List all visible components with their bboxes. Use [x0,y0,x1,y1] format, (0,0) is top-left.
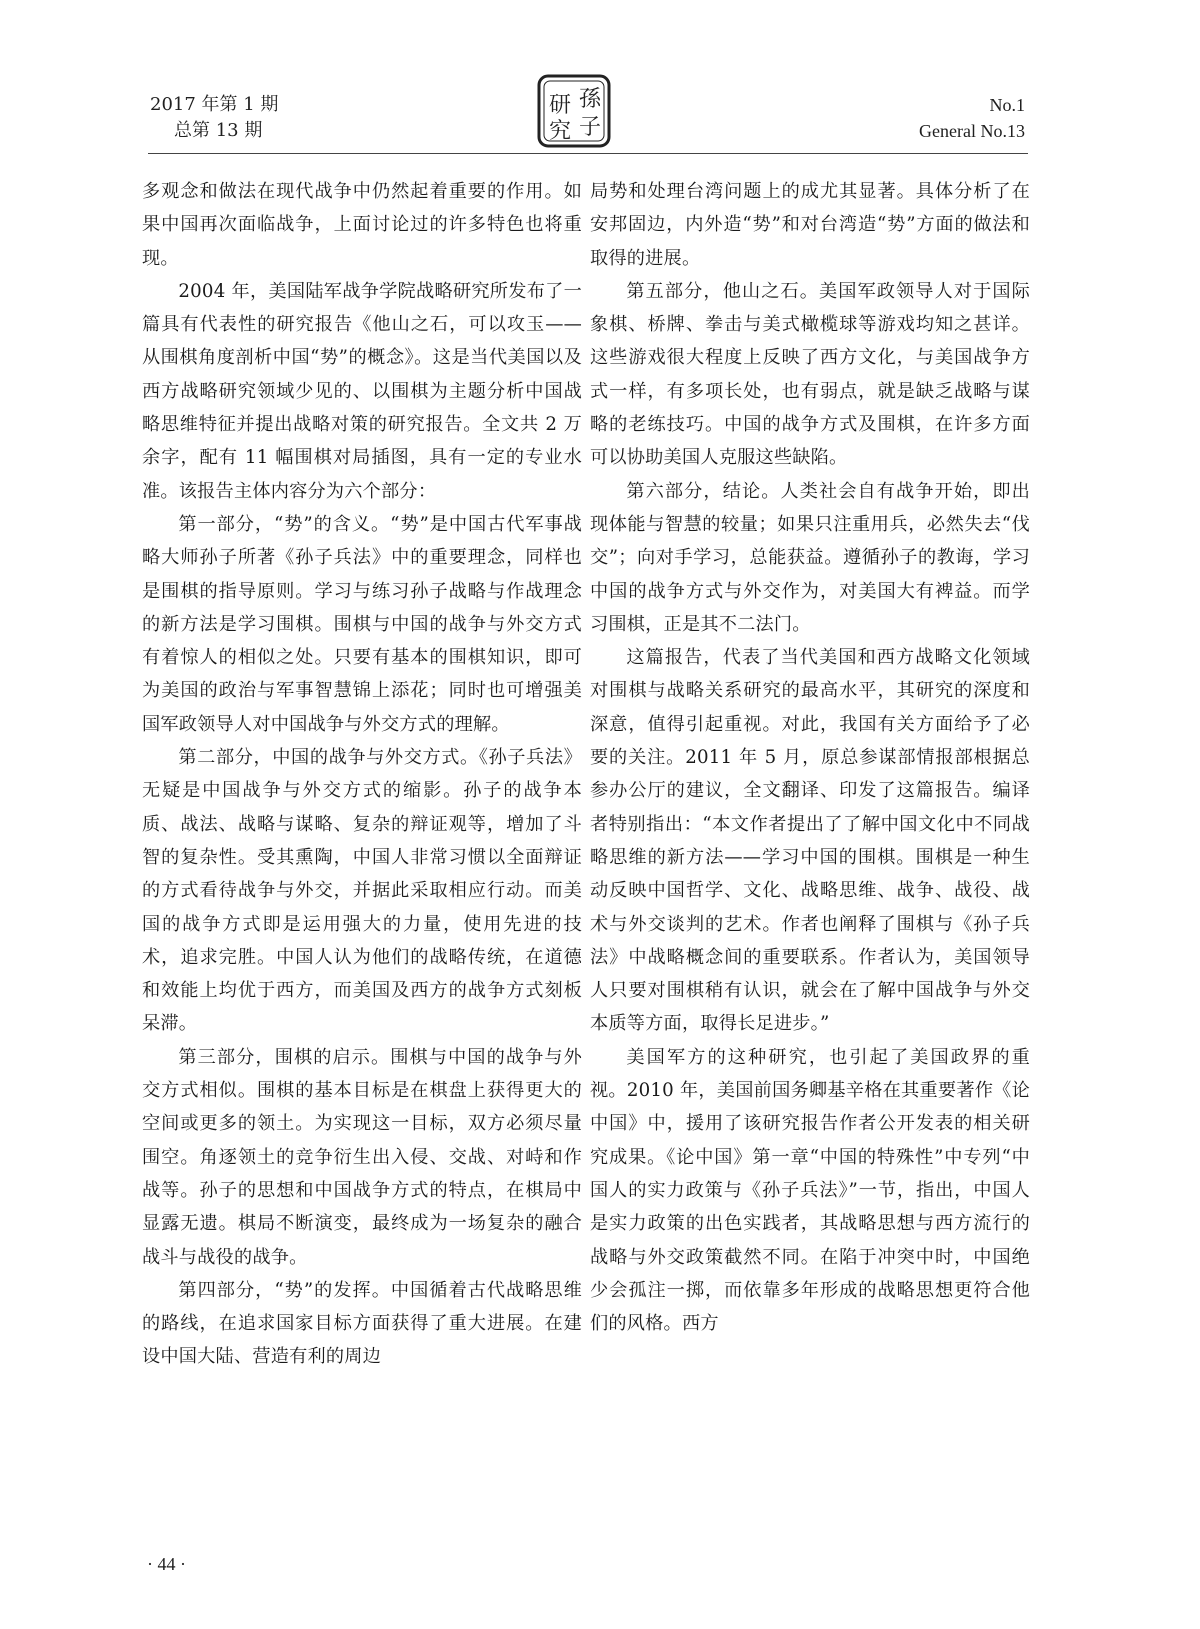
issue-total: 总第 13 期 [174,120,263,141]
paragraph: 第四部分，“势”的发挥。中国循着古代战略思维的路线，在追求国家目标方面获得了重大进展。在建设中国大陆、营造有利的周边 [142,1279,582,1368]
paragraph: 第六部分，结论。人类社会自有战争开始，即出现体能与智慧的较量；如果只注重用兵，必然失去“伐交”；向对手学习，总能获益。遵循孙子的教诲，学习中国的战争方式与外交作为，对美国大有裨益。而学习围棋，正是其不二法门。 [590,480,1030,635]
issue-info-cn [150,92,278,144]
logo-char-zi: 子 [579,115,602,140]
journal-logo [535,72,613,150]
logo-char-sun: 孫 [579,87,602,112]
paragraph: 第三部分，围棋的启示。围棋与中国的战争与外交方式相似。围棋的基本目标是在棋盘上获得更大的空间或更多的领土。为实现这一目标，双方必须尽量围空。角逐领土的竞争衍生出入侵、交战、对峙和作战等。孙子的思想和中国战争方式的特点，在棋局中显露无遗。棋局不断演变，最终成为一场复杂的融合战斗与战役的战争。 [142,1046,582,1268]
general-number-en: General No.13 [919,121,1025,141]
paragraph: 这篇报告，代表了当代美国和西方战略文化领域对围棋与战略关系研究的最高水平，其研究的深度和深意，值得引起重视。对此，我国有关方面给予了必要的关注。2011 年 5 月，原总参谋部情报部根据总参办公厅的建议，全文翻译、印发了这篇报告。编译者特别指出：“本文作者提出了了解中国文化中不同战略思维的新方法——学习中国的围棋。围棋是一种生动反映中国哲学、文化、战略思维、战争、战役、战术与外交谈判的艺术。作者也阐释了围棋与《孙子兵法》中战略概念间的重要联系。作者认为，美国领导人只要对围棋稍有认识，就会在了解中国战争与外交本质等方面，取得长足进步。” [590,647,1030,1035]
logo-char-jiu: 究 [549,119,572,144]
paragraph: 美国军方的这种研究，也引起了美国政界的重视。2010 年，美国前国务卿基辛格在其重要著作《论中国》中，援用了该研究报告作者公开发表的相关研究成果。《论中国》第一章“中国的特殊性”中专列“中国人的实力政策与《孙子兵法》”一节，指出，中国人是实力政策的出色实践者，其战略思想与西方流行的战略与外交政策截然不同。在陷于冲突中时，中国绝少会孤注一掷，而依靠多年形成的战略思想更符合他们的风格。西方 [590,1046,1030,1335]
paragraph: 第五部分，他山之石。美国军政领导人对于国际象棋、桥牌、拳击与美式橄榄球等游戏均知之甚详。这些游戏很大程度上反映了西方文化，与美国战争方式一样，有多项长处，也有弱点，就是缺乏战略与谋略的老练技巧。中国的战争方式及围棋，在许多方面可以协助美国人克服这些缺陷。 [590,280,1030,469]
issue-number-en: No.1 [989,95,1025,115]
page-number: · 44 · [147,1554,186,1574]
paragraph: 局势和处理台湾问题上的成尤其显著。具体分析了在安邦固边，内外造“势”和对台湾造“势”方面的做法和取得的进展。 [590,181,1030,269]
right-column [590,175,1030,1340]
paragraph: 第二部分，中国的战争与外交方式。《孙子兵法》无疑是中国战争与外交方式的缩影。孙子的战争本质、战法、战略与谋略、复杂的辩证观等，增加了斗智的复杂性。受其熏陶，中国人非常习惯以全面辩证的方式看待战争与外交，并据此采取相应行动。而美国的战争方式即是运用强大的力量，使用先进的技术，追求完胜。中国人认为他们的战略传统，在道德和效能上均优于西方，而美国及西方的战争方式刻板呆滞。 [142,747,582,1035]
paragraph: 多观念和做法在现代战争中仍然起着重要的作用。如果中国再次面临战争，上面讨论过的许多特色也将重现。 [142,181,582,269]
paragraph: 第一部分，“势”的含义。“势”是中国古代军事战略大师孙子所著《孙子兵法》中的重要理念，同样也是围棋的指导原则。学习与练习孙子战略与作战理念的新方法是学习围棋。围棋与中国的战争与外交方式有着惊人的相似之处。只要有基本的围棋知识，即可为美国的政治与军事智慧锦上添花；同时也可增强美国军政领导人对中国战争与外交方式的理解。 [142,513,582,735]
paragraph: 2004 年，美国陆军战争学院战略研究所发布了一篇具有代表性的研究报告《他山之石，可以攻玉——从围棋角度剖析中国“势”的概念》。这是当代美国以及西方战略研究领域少见的、以围棋为主题分析中国战略思维特征并提出战略对策的研究报告。全文共 2 万余字，配有 11 幅围棋对局插图，具有一定的专业水准。该报告主体内容分为六个部分： [142,280,582,502]
logo-char-yan: 研 [549,93,572,118]
left-column [142,175,582,1374]
issue-year: 2017 年第 1 期 [150,94,279,115]
header-divider [148,153,1028,154]
issue-info-en [919,92,1025,144]
